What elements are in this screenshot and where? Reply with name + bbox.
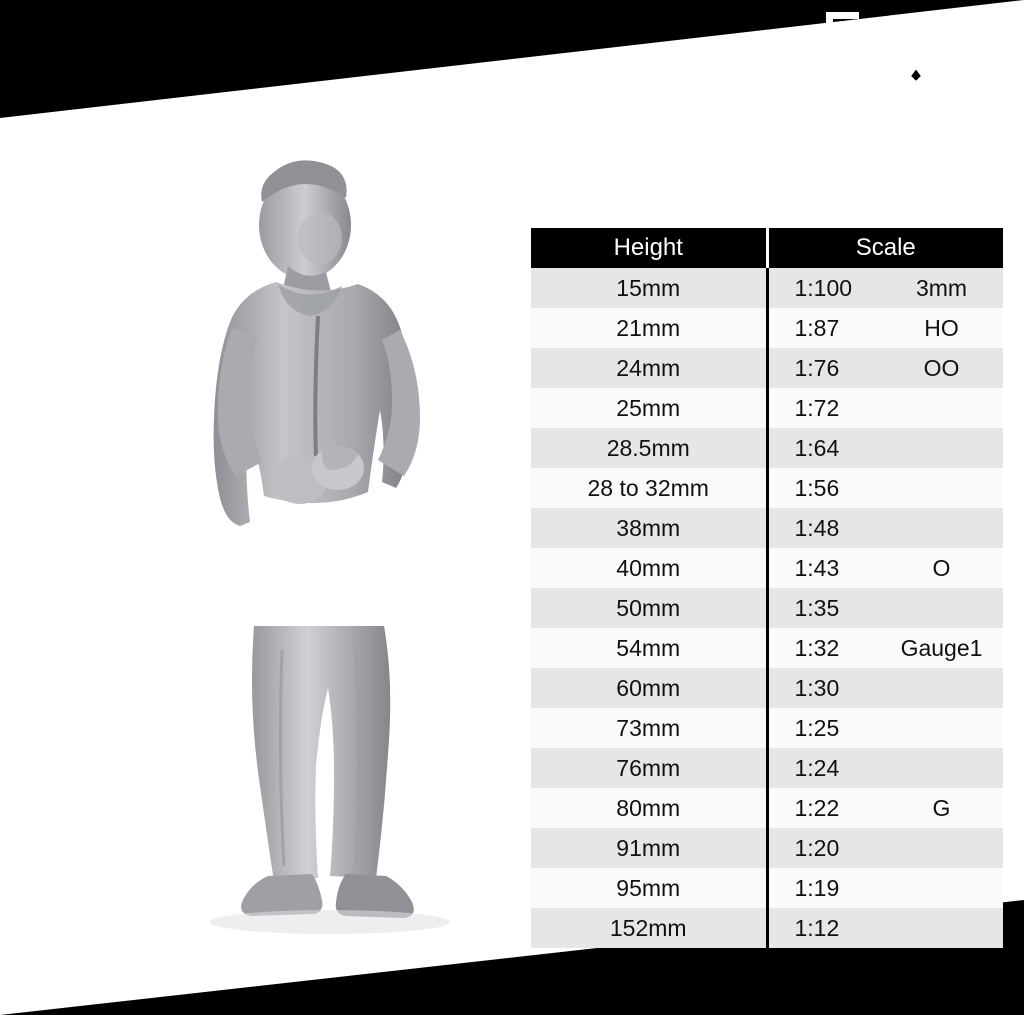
cell-height: 76mm (531, 748, 767, 788)
cell-height: 152mm (531, 908, 767, 948)
table-row (531, 468, 1003, 508)
scale-cell-inner (769, 795, 1004, 822)
scale-ratio: 1:24 (794, 754, 840, 781)
scale-ratio: 1:64 (794, 434, 840, 461)
scale-cell-inner (769, 595, 1004, 622)
cell-height: 80mm (531, 788, 767, 828)
cell-scale (767, 788, 1003, 828)
table-row (531, 668, 1003, 708)
table-row (531, 828, 1003, 868)
scale-cell-inner (769, 715, 1004, 742)
cell-scale (767, 548, 1003, 588)
bracket-left-icon (826, 12, 859, 122)
table-row (531, 348, 1003, 388)
cell-height: 24mm (531, 348, 767, 388)
table-row (531, 628, 1003, 668)
bracket-right-icon (970, 12, 1003, 122)
scale-ratio: 1:30 (794, 674, 840, 701)
scale-ratio: 1:43 (794, 554, 840, 581)
scale-ratio: 1:100 (794, 274, 853, 301)
cell-height: 25mm (531, 388, 767, 428)
cell-scale (767, 508, 1003, 548)
cell-height: 21mm (531, 308, 767, 348)
table-row (531, 868, 1003, 908)
scale-cell-inner (769, 635, 1004, 662)
scale-alias: HO (924, 314, 959, 341)
scale-cell-inner (769, 515, 1004, 542)
scale-ratio: 1:87 (794, 314, 840, 341)
table-row (531, 708, 1003, 748)
scale-alias: Gauge1 (900, 634, 983, 661)
cell-height: 95mm (531, 868, 767, 908)
table-row (531, 428, 1003, 468)
cell-height: 28.5mm (531, 428, 767, 468)
cell-height: 15mm (531, 268, 767, 308)
scale-cell-inner (769, 835, 1004, 862)
cell-height: 73mm (531, 708, 767, 748)
scale-reference-table (531, 228, 1003, 948)
logo-wrap (590, 6, 1020, 114)
scale-alias: O (932, 554, 951, 581)
scale-ratio: 1:12 (794, 914, 840, 941)
brand-name: Scale Scenery and Figures (692, 114, 1016, 142)
table-row (531, 508, 1003, 548)
scale-ratio: 1:32 (794, 634, 840, 661)
scale-cell-inner (769, 435, 1004, 462)
figure-photo (150, 150, 510, 940)
table-head (531, 228, 1003, 268)
table-body (531, 268, 1003, 948)
table-row (531, 588, 1003, 628)
scale-ratio: 1:20 (794, 834, 840, 861)
scale-ratio: 1:72 (794, 394, 840, 421)
scale-ratio: 1:19 (794, 874, 840, 901)
table-row (531, 908, 1003, 948)
cell-scale (767, 748, 1003, 788)
cell-scale (767, 428, 1003, 468)
wolf-head-icon (876, 20, 956, 100)
table-header-row (531, 228, 1003, 268)
cell-scale (767, 468, 1003, 508)
table-row (531, 268, 1003, 308)
cell-height: 60mm (531, 668, 767, 708)
figure-illustration (150, 150, 510, 940)
scale-cell-inner (769, 275, 1004, 302)
column-header-scale: Scale (767, 228, 1003, 268)
scale-cell-inner (769, 875, 1004, 902)
scale-ratio: 1:56 (794, 474, 840, 501)
cell-scale (767, 268, 1003, 308)
cell-scale (767, 348, 1003, 388)
cell-scale (767, 588, 1003, 628)
scale-ratio: 1:25 (794, 714, 840, 741)
cell-scale (767, 708, 1003, 748)
cell-scale (767, 668, 1003, 708)
cell-height: 40mm (531, 548, 767, 588)
table-row (531, 748, 1003, 788)
scale-cell-inner (769, 755, 1004, 782)
cell-scale (767, 868, 1003, 908)
table-row (531, 788, 1003, 828)
scale-ratio: 1:76 (794, 354, 840, 381)
cell-scale (767, 908, 1003, 948)
cell-height: 54mm (531, 628, 767, 668)
table-row (531, 308, 1003, 348)
cell-scale (767, 828, 1003, 868)
scale-cell-inner (769, 475, 1004, 502)
scale-alias: G (932, 794, 951, 821)
cell-height: 91mm (531, 828, 767, 868)
cell-height: 50mm (531, 588, 767, 628)
scale-ratio: 1:22 (794, 794, 840, 821)
scale-ratio: 1:35 (794, 594, 840, 621)
brand-block (590, 6, 1020, 143)
scale-alias: 3mm (915, 274, 968, 301)
scale-alias: OO (923, 354, 960, 381)
scale-cell-inner (769, 555, 1004, 582)
column-header-height: Height (531, 228, 767, 268)
cell-height: 38mm (531, 508, 767, 548)
scale-cell-inner (769, 355, 1004, 382)
cell-scale (767, 388, 1003, 428)
cell-scale (767, 628, 1003, 668)
cell-scale (767, 308, 1003, 348)
table-row (531, 548, 1003, 588)
cell-height: 28 to 32mm (531, 468, 767, 508)
scale-cell-inner (769, 315, 1004, 342)
table-row (531, 388, 1003, 428)
scale-cell-inner (769, 675, 1004, 702)
scale-cell-inner (769, 915, 1004, 942)
scale-ratio: 1:48 (794, 514, 840, 541)
scale-cell-inner (769, 395, 1004, 422)
